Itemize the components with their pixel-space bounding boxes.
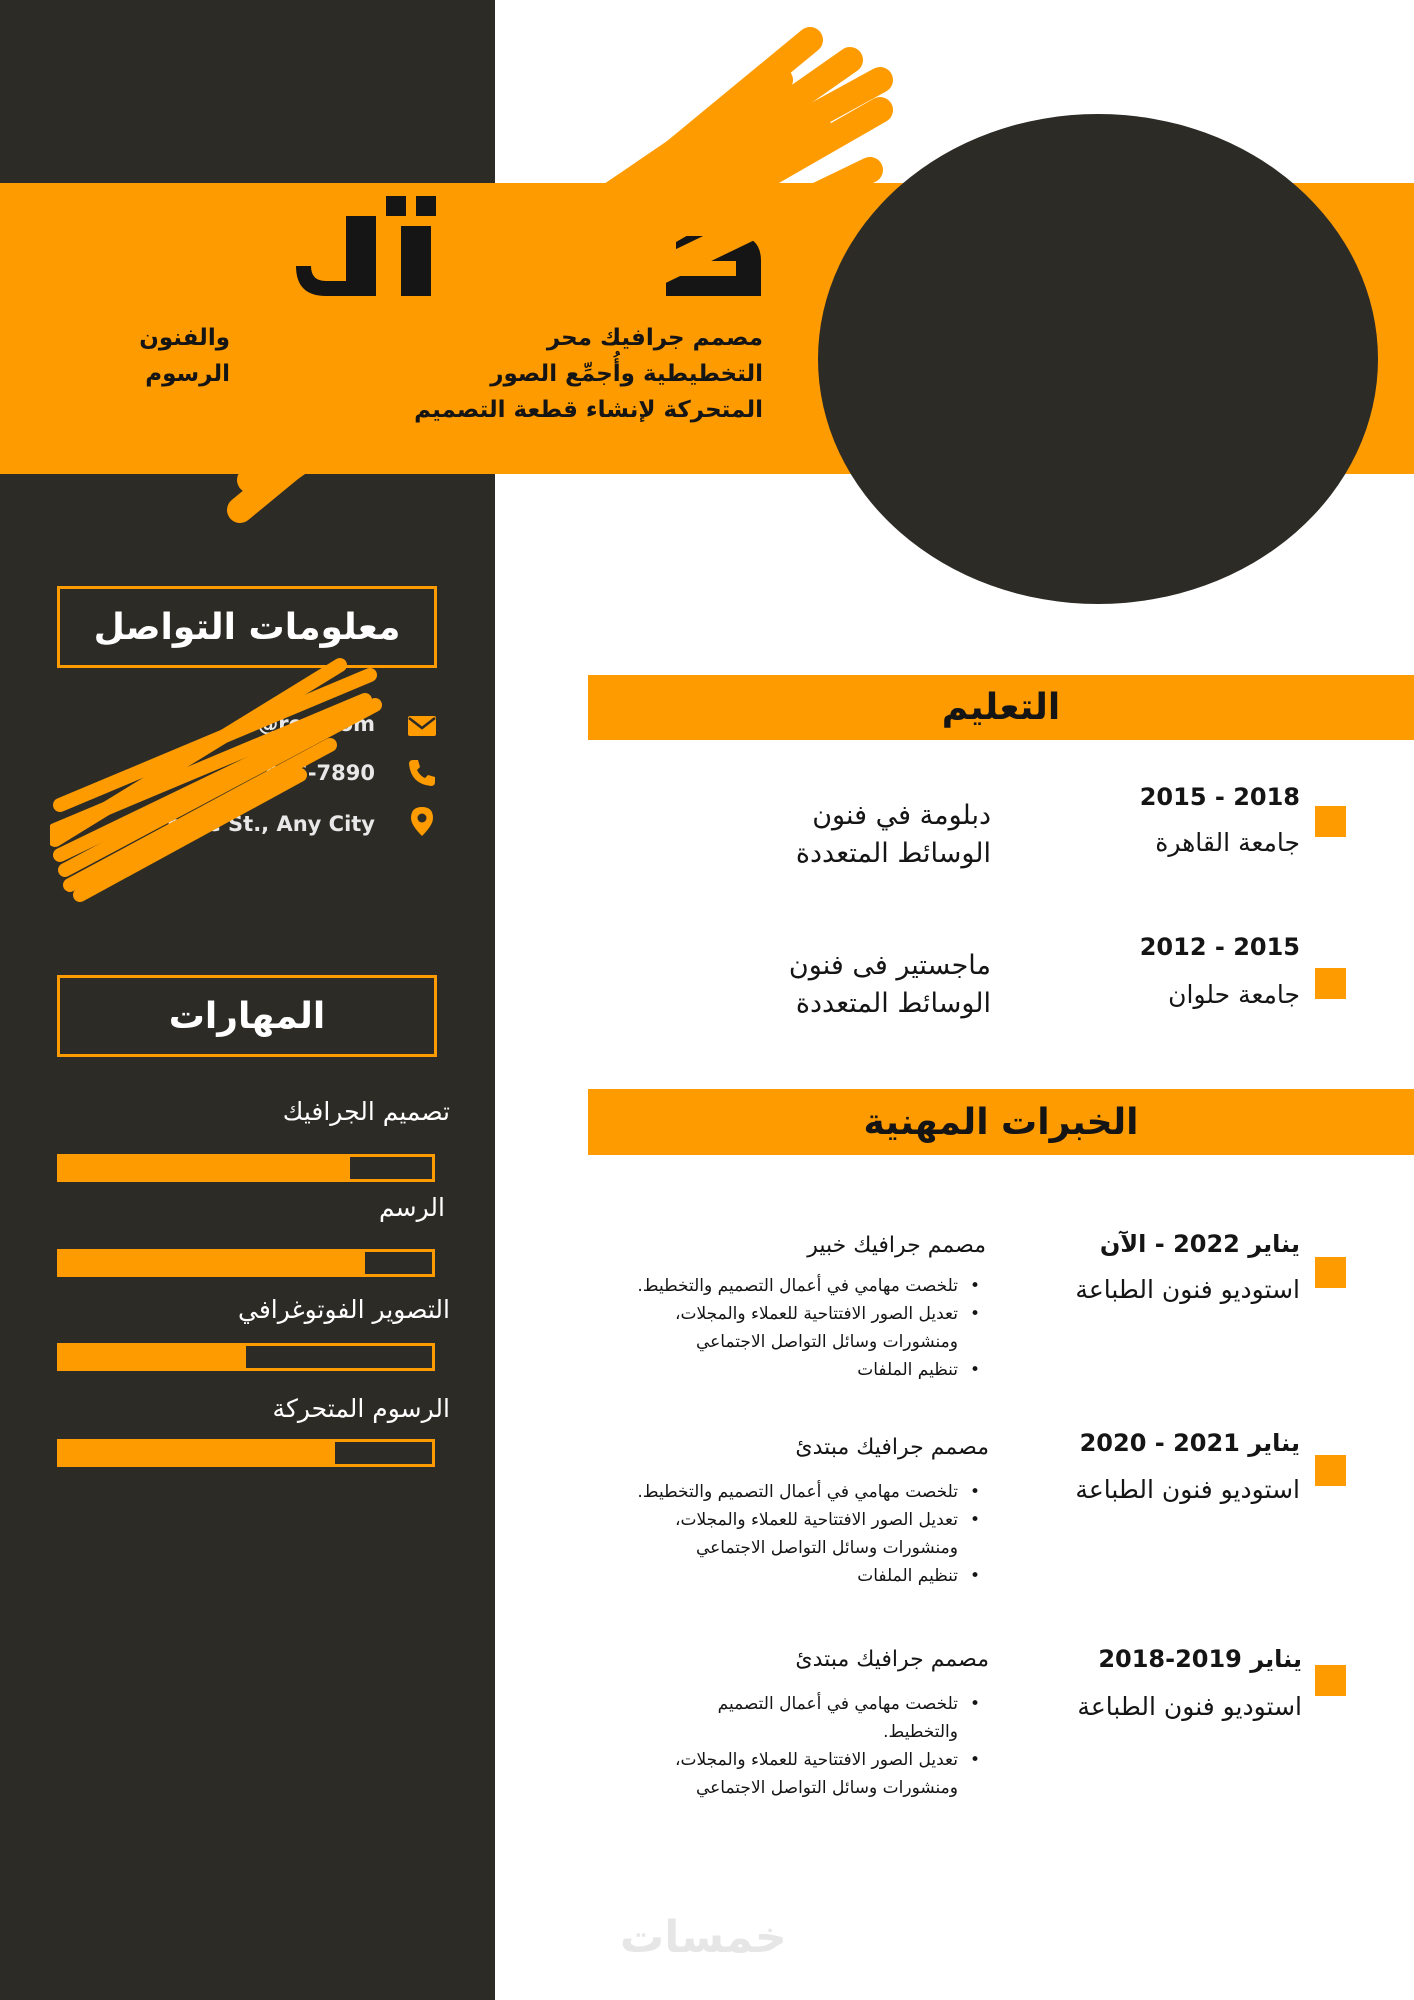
experience-duties xyxy=(580,1690,980,1802)
duty-item: • تنظيم الملفات xyxy=(560,1356,980,1384)
experience-marker xyxy=(1315,1257,1346,1288)
experience-marker xyxy=(1315,1455,1346,1486)
intro-line: مصمم جرافيك محر xyxy=(546,325,763,351)
degree-line: ماجستير فى فنون xyxy=(788,950,991,981)
experience-company: استوديو فنون الطباعة xyxy=(1077,1692,1302,1721)
education-heading-label: التعليم xyxy=(941,687,1061,728)
education-years: 2018 - 2015 xyxy=(1139,783,1300,811)
mail-icon xyxy=(406,710,438,742)
education-school: جامعة القاهرة xyxy=(1155,828,1300,857)
phone-icon xyxy=(406,757,438,789)
duty-item: • تعديل الصور الافتتاحية للعملاء والمجلات، xyxy=(560,1300,980,1328)
education-marker xyxy=(1315,806,1346,837)
watermark-logo: خمسات xyxy=(620,1912,787,1963)
name-fragment xyxy=(286,196,766,321)
education-school: جامعة حلوان xyxy=(1168,980,1300,1009)
skill-label: الرسم xyxy=(379,1193,445,1222)
degree-line: الوسائط المتعددة xyxy=(795,988,991,1019)
skill-bar-fill xyxy=(60,1346,246,1368)
experience-heading xyxy=(588,1089,1414,1155)
contact-phone[interactable]: 456-7890 xyxy=(264,761,375,785)
duty-item: • تلخصت مهامي في أعمال التصميم xyxy=(580,1690,980,1718)
skill-label: التصوير الفوتوغرافي xyxy=(238,1295,450,1324)
skill-bar xyxy=(57,1154,435,1182)
contact-heading-label: معلومات التواصل xyxy=(93,606,401,648)
skill-label: الرسوم المتحركة xyxy=(272,1394,450,1423)
contact-heading xyxy=(57,586,437,668)
degree-line: الوسائط المتعددة xyxy=(795,838,991,869)
skill-bar-fill xyxy=(60,1442,335,1464)
location-pin-icon xyxy=(406,805,438,837)
duty-item: • تلخصت مهامي في أعمال التصميم والتخطيط. xyxy=(540,1478,980,1506)
skills-heading xyxy=(57,975,437,1057)
experience-period: يناير 2021 - 2020 xyxy=(1079,1429,1300,1457)
skills-heading-label: المهارات xyxy=(168,995,326,1037)
intro-line: والفنون xyxy=(139,325,230,351)
duty-item: ومنشورات وسائل التواصل الاجتماعي xyxy=(695,1332,958,1352)
duty-item: • تعديل الصور الافتتاحية للعملاء والمجلات، xyxy=(540,1506,980,1534)
education-degree xyxy=(671,797,991,873)
experience-role: مصمم جرافيك خبير xyxy=(807,1233,986,1258)
education-heading xyxy=(588,675,1414,740)
skill-bar xyxy=(57,1439,435,1467)
experience-role: مصمم جرافيك مبتدئ xyxy=(795,1435,989,1460)
education-degree xyxy=(671,947,991,1023)
experience-period: يناير 2019-2018 xyxy=(1098,1645,1302,1673)
experience-role: مصمم جرافيك مبتدئ xyxy=(795,1647,989,1672)
intro-text xyxy=(383,320,763,428)
skill-bar-fill xyxy=(60,1157,350,1179)
experience-duties xyxy=(560,1272,980,1384)
duty-item: • تنظيم الملفات xyxy=(540,1562,980,1590)
profile-photo xyxy=(818,114,1378,604)
education-marker xyxy=(1315,968,1346,999)
contact-address: here St., Any City xyxy=(166,812,375,836)
experience-heading-label: الخبرات المهنية xyxy=(863,1101,1139,1143)
experience-duties xyxy=(540,1478,980,1590)
duty-item: والتخطيط. xyxy=(883,1722,958,1742)
skill-label: تصميم الجرافيك xyxy=(282,1097,450,1126)
intro-line: الرسوم xyxy=(145,361,230,387)
experience-company: استوديو فنون الطباعة xyxy=(1075,1475,1300,1504)
duty-item: ومنشورات وسائل التواصل الاجتماعي xyxy=(695,1538,958,1558)
experience-period: يناير 2022 - الآن xyxy=(1099,1230,1300,1258)
duty-item: • تعديل الصور الافتتاحية للعملاء والمجلات، xyxy=(580,1746,980,1774)
experience-marker xyxy=(1315,1665,1346,1696)
skill-bar xyxy=(57,1249,435,1277)
experience-company: استوديو فنون الطباعة xyxy=(1075,1275,1300,1304)
intro-line: التخطيطية وأُجمِّع الصور xyxy=(490,361,763,387)
skill-bar-fill xyxy=(60,1252,365,1274)
duty-item: ومنشورات وسائل التواصل الاجتماعي xyxy=(695,1778,958,1798)
intro-line: المتحركة لإنشاء قطعة التصميم xyxy=(414,397,763,423)
intro-text-left xyxy=(120,320,230,392)
duty-item: • تلخصت مهامي في أعمال التصميم والتخطيط. xyxy=(560,1272,980,1300)
education-years: 2015 - 2012 xyxy=(1139,933,1300,961)
skill-bar xyxy=(57,1343,435,1371)
contact-email[interactable]: @reall om xyxy=(257,712,375,736)
name-glyphs xyxy=(286,196,766,306)
degree-line: دبلومة في فنون xyxy=(812,800,991,831)
